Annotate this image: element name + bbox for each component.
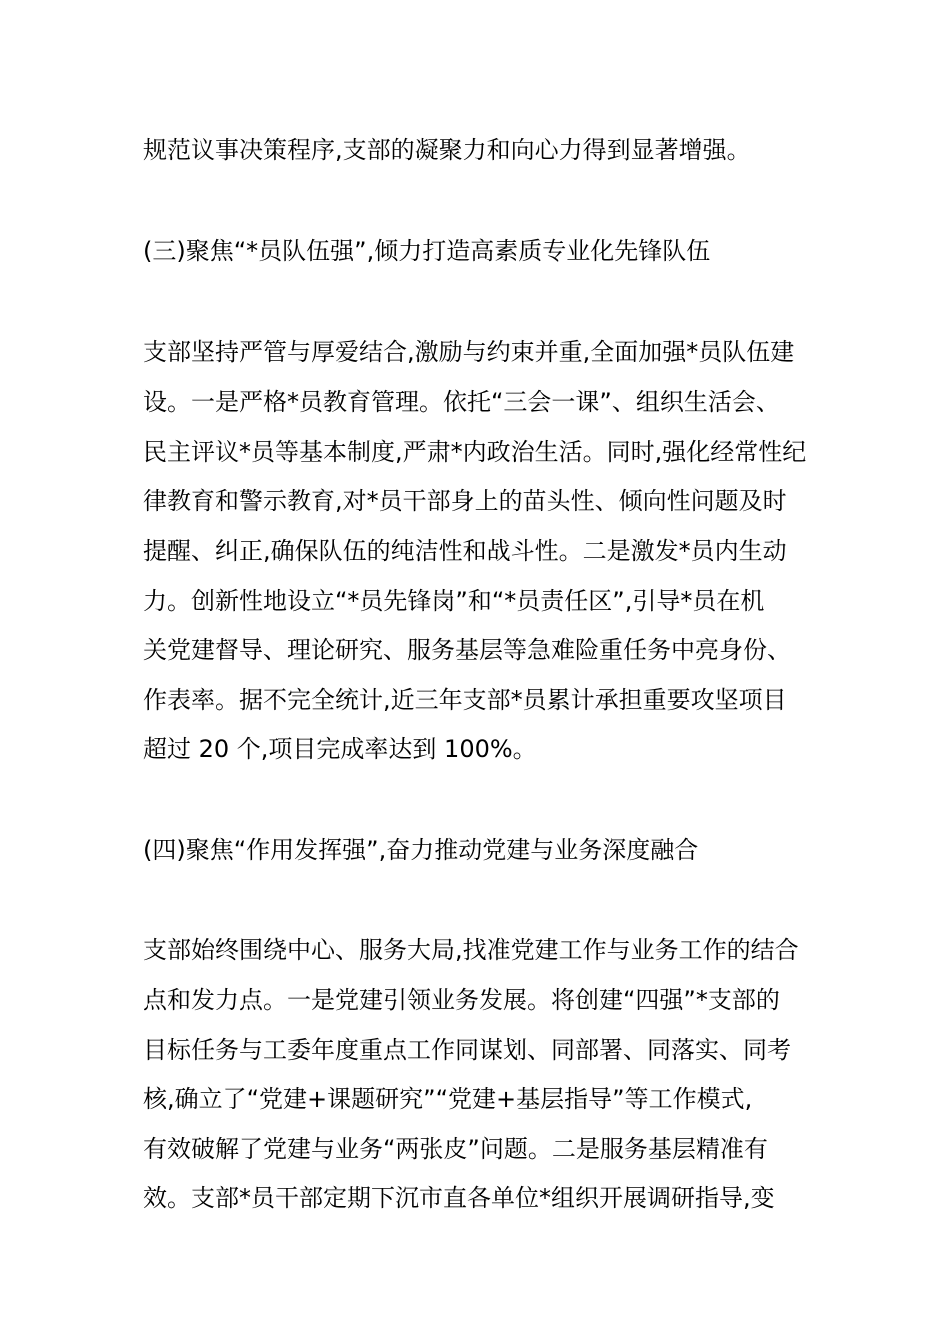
text-line: 设。一是严格*员教育管理。依托“三会一课”、组织生活会、 bbox=[143, 388, 780, 416]
text-line: 民主评议*员等基本制度,严肃*内政治生活。同时,强化经常性纪 bbox=[143, 438, 807, 466]
text-line: 效。支部*员干部定期下沉市直各单位*组织开展调研指导,变 bbox=[143, 1184, 775, 1212]
section-heading: (三)聚焦“*员队伍强”,倾力打造高素质专业化先锋队伍 bbox=[143, 237, 711, 265]
text-line: 目标任务与工委年度重点工作同谋划、同部署、同落实、同考 bbox=[143, 1036, 791, 1064]
text-line: 律教育和警示教育,对*员干部身上的苗头性、倾向性问题及时 bbox=[143, 487, 787, 515]
text-line: 超过 20 个,项目完成率达到 100%。 bbox=[143, 735, 537, 763]
text-line: 支部坚持严管与厚爱结合,激励与约束并重,全面加强*员队伍建 bbox=[143, 338, 795, 366]
text-line: 支部始终围绕中心、服务大局,找准党建工作与业务工作的结合 bbox=[143, 936, 799, 964]
text-line: 核,确立了“党建+课题研究”“党建+基层指导”等工作模式, bbox=[143, 1085, 753, 1113]
text-line: 力。创新性地设立“*员先锋岗”和“*员责任区”,引导*员在机 bbox=[143, 587, 765, 615]
text-line: 关党建督导、理论研究、服务基层等急难险重任务中亮身份、 bbox=[143, 636, 791, 664]
text-line: 提醒、纠正,确保队伍的纯洁性和战斗性。二是激发*员内生动 bbox=[143, 537, 787, 565]
text-line: 规范议事决策程序,支部的凝聚力和向心力得到显著增强。 bbox=[143, 136, 751, 164]
text-line: 作表率。据不完全统计,近三年支部*员累计承担重要攻坚项目 bbox=[143, 686, 787, 714]
text-line: 点和发力点。一是党建引领业务发展。将创建“四强”*支部的 bbox=[143, 986, 780, 1014]
text-line: 有效破解了党建与业务“两张皮”问题。二是服务基层精准有 bbox=[143, 1135, 768, 1163]
section-heading: (四)聚焦“作用发挥强”,奋力推动党建与业务深度融合 bbox=[143, 836, 699, 864]
